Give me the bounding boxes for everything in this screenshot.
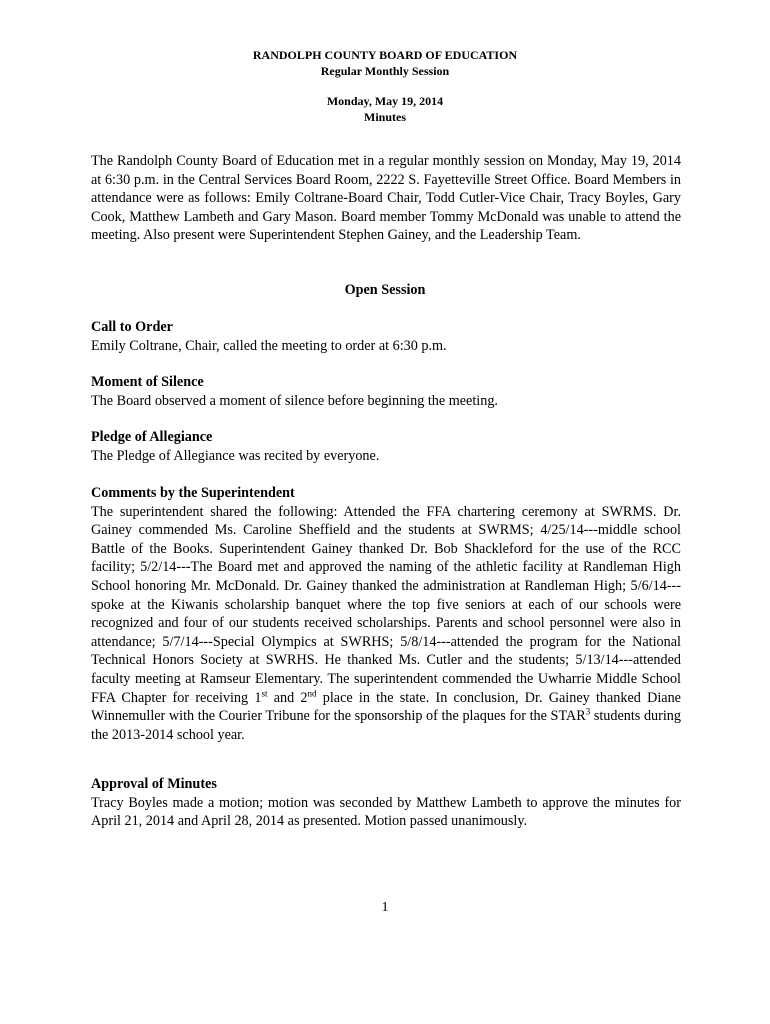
doc-type: Minutes <box>364 110 406 124</box>
page-number: 1 <box>381 900 389 915</box>
superintendent-text <box>91 503 681 745</box>
minutes-text: Tracy Boyles made a motion; motion was seconded by Matthew Lambeth to approve the minutes for April 21, 2014 and April 28, 2014 as presented. Motion passed unanimously. <box>91 794 681 830</box>
superscript-3: 3 <box>585 706 591 717</box>
intro-paragraph: The Randolph County Board of Education met in a regular monthly session on Monday, May 19, 2014 at 6:30 p.m. in the Central Services Board Room, 2222 S. Fayetteville Street Office. Board Members in attendance were as follows: Emily Coltrane-Board Chair, Todd Cutler-Vice Chair, Tracy Boyles, Gary Cook, Matthew Lambeth and Gary Mason. Board member Tommy McDonald was unable to attend the meeting. Also present were Superintendent Stephen Gainey, and the Leadership Team. <box>91 153 681 244</box>
pledge-heading: Pledge of Allegiance <box>91 429 213 445</box>
pledge-text: The Pledge of Allegiance was recited by everyone. <box>91 447 380 464</box>
superintendent-section <box>91 484 681 744</box>
minutes-heading: Approval of Minutes <box>91 776 217 792</box>
superintendent-text-a: The superintendent shared the following: Attended the FFA chartering ceremony at SWRMS. Dr. Gainey commended Ms. Caroline Sheffield and the students at SWRMS; 4/25/14---middle school Battle of the Books. Superintendent Gainey thanked Dr. Bob Shackleford for the use of the RCC facility; 5/2/14---The Board met and approved the naming of the athletic facility at Randleman High School honoring Mr. McDonald. Dr. Gainey thanked the administration at Randleman High; 5/6/14---spoke at the Kiwanis scholarship banquet where the top five seniors at each of our schools were recognized and four of our students received scholarships. Parents and school personnel were also in attendance; 5/7/14---Special Olympics at SWRHS; 5/8/14---attended the program for the National Technical Honors Society at SWRHS. He thanked Ms. Cutler and the students; 5/13/14---attended faculty meeting at Ramseur Elementary. The superintendent commended the Uwharrie Middle School FFA Chapter for receiving 1 <box>91 503 681 706</box>
pledge-section <box>91 428 681 465</box>
superintendent-text-d: students during the 2013-2014 school year. <box>91 708 681 743</box>
superscript-nd: nd <box>307 687 317 698</box>
call-to-order-heading: Call to Order <box>91 319 173 335</box>
call-to-order-section <box>91 318 681 355</box>
open-session-heading: Open Session <box>344 282 426 298</box>
superintendent-text-b: and 2 <box>267 689 308 706</box>
minutes-section <box>91 775 681 831</box>
moment-of-silence-section <box>91 373 681 410</box>
org-title: RANDOLPH COUNTY BOARD OF EDUCATION <box>252 48 518 62</box>
call-to-order-text: Emily Coltrane, Chair, called the meeting to order at 6:30 p.m. <box>91 337 447 354</box>
superintendent-heading: Comments by the Superintendent <box>91 485 295 501</box>
superintendent-text-c: place in the state. In conclusion, Dr. Gainey thanked Diane Winnemuller with the Courier Tribune for the sponsorship of the plaques for the STAR <box>91 689 681 725</box>
session-title: Regular Monthly Session <box>320 64 450 78</box>
moment-of-silence-text: The Board observed a moment of silence before beginning the meeting. <box>91 392 498 409</box>
meeting-date: Monday, May 19, 2014 <box>326 94 444 108</box>
moment-of-silence-heading: Moment of Silence <box>91 374 204 390</box>
superscript-st: st <box>261 687 268 698</box>
